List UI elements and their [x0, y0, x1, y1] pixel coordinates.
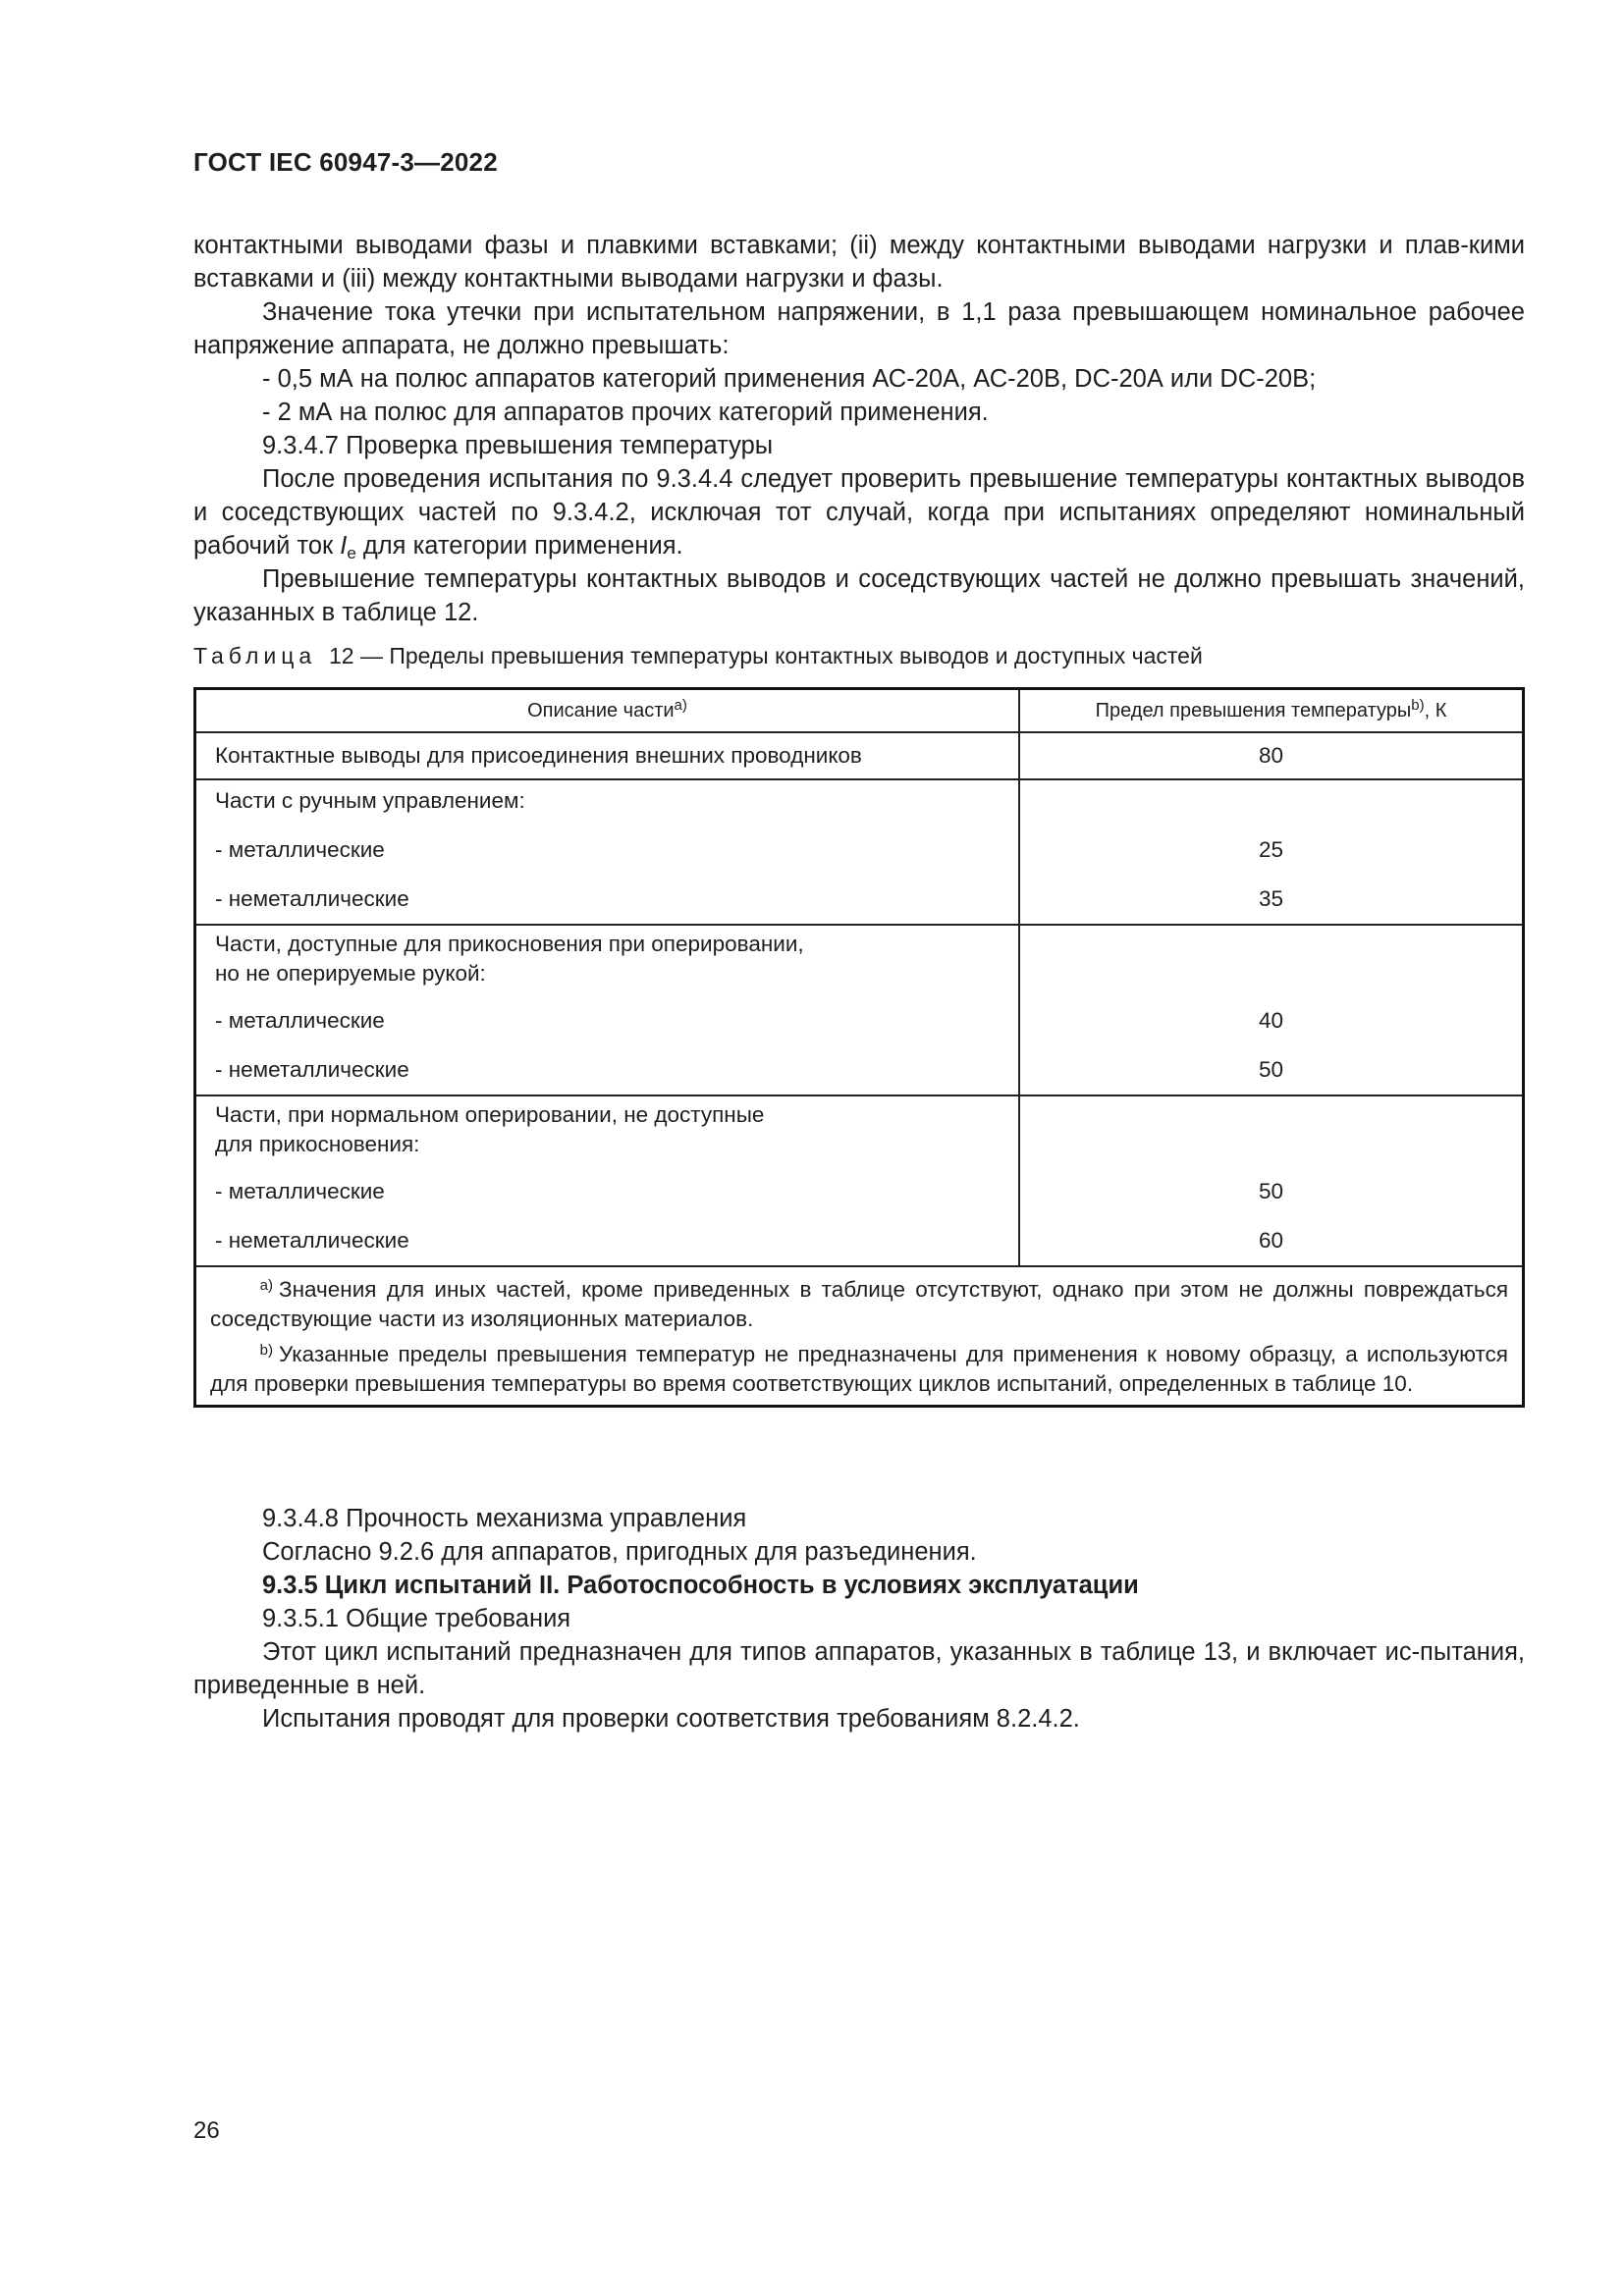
table-notes — [195, 1266, 1524, 1407]
section-heading: 9.3.4.7 Проверка превышения температуры — [262, 432, 774, 459]
paragraph: После проведения испытания по 9.3.4.4 следует проверить превышение температуры контактных выводов и соседствующих частей по 9.3.4.2, исключая тот случай, когда при испытаниях определяют номинальный рабочий ток $I_е$ для категории применения. — [193, 465, 1525, 562]
table-row: Части с ручным управлением: - металлические - неметаллические 25 35 — [195, 779, 1524, 925]
list-item: - 0,5 мА на полюс аппаратов категорий применения АС-20А, АС-20В, DC-20А или DC-20В; — [262, 365, 1317, 393]
paragraph: Значение тока утечки при испытательном напряжении, в 1,1 раза превышающем номинальное рабочее напряжение аппарата, не должно превышать: — [193, 298, 1525, 359]
temperature-limits-table — [193, 687, 1525, 1408]
table-row: Части, при нормальном оперировании, не доступные для прикосновения: - металлические - неметаллические 50 60 — [195, 1095, 1524, 1266]
paragraph: Согласно 9.2.6 для аппаратов, пригодных для разъединения. — [262, 1538, 977, 1566]
table-note-a: $^{a)}$ Значения для иных частей, кроме приведенных в таблице отсутствуют, однако при этом не должны повреждаться соседствующие части из изоляционных материалов. — [210, 1277, 1508, 1331]
paragraph: Испытания проводят для проверки соответствия требованиям 8.2.4.2. — [262, 1705, 1080, 1733]
paragraph: Превышение температуры контактных выводов и соседствующих частей не должно превышать значений, указанных в таблице 12. — [193, 565, 1525, 626]
paragraph: контактными выводами фазы и плавкими вставками; (ii) между контактными выводами нагрузки и плав-кими вставками и (iii) между контактными выводами нагрузки и фазы. — [193, 232, 1525, 293]
section-heading: 9.3.5.1 Общие требования — [262, 1605, 571, 1632]
body-text-top — [193, 229, 1525, 629]
paragraph: Этот цикл испытаний предназначен для типов аппаратов, указанных в таблице 13, и включает ис-пытания, приведенные в ней. — [193, 1638, 1525, 1699]
table-row: Контактные выводы для присоединения внешних проводников 80 — [195, 732, 1524, 779]
section-heading: 9.3.5 Цикл испытаний II. Работоспособность в условиях эксплуатации — [262, 1572, 1139, 1599]
document-header: ГОСТ IEC 60947-3—2022 — [193, 147, 498, 177]
page-number: 26 — [193, 2117, 220, 2144]
section-heading: 9.3.4.8 Прочность механизма управления — [262, 1505, 747, 1532]
body-text-bottom — [193, 1502, 1525, 1735]
column-header-description: Описание части$^{a)}$ — [195, 689, 1020, 733]
list-item: - 2 мА на полюс для аппаратов прочих категорий применения. — [262, 399, 989, 426]
table-caption: Таблица 12 — Пределы превышения температуры контактных выводов и доступных частей — [193, 643, 1203, 668]
table-note-b: $^{b)}$ Указанные пределы превышения температур не предназначены для применения к новому образцу, а используются для проверки превышения температуры во время соответствующих циклов испытаний, определенных в таблице 10. — [210, 1342, 1508, 1396]
column-header-limit: Предел превышения температуры$^{b)}$, К — [1019, 689, 1524, 733]
table-row: Части, доступные для прикосновения при оперировании, но не оперируемые рукой: - металлические - неметаллические 40 50 — [195, 925, 1524, 1095]
